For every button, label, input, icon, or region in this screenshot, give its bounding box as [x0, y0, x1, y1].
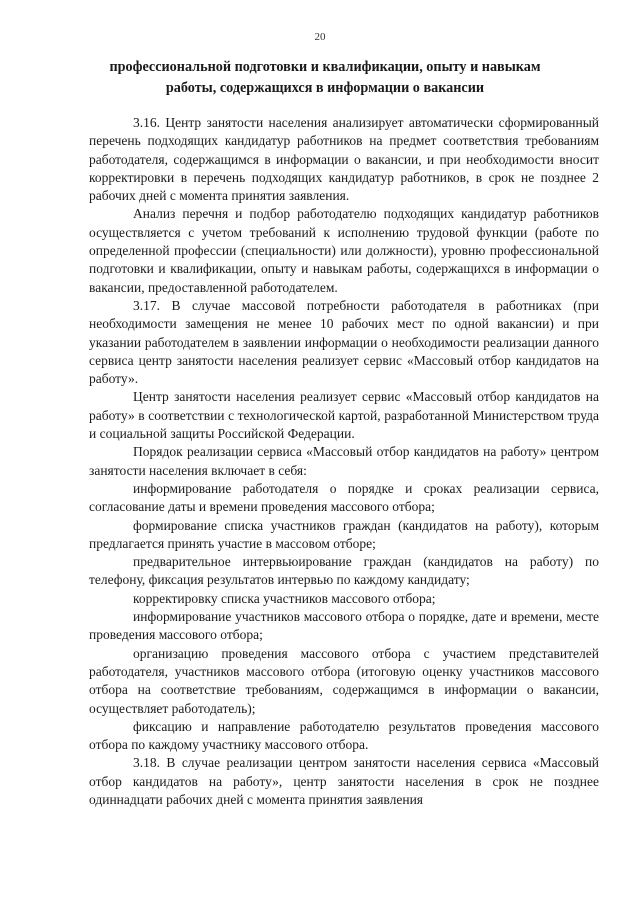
section-heading	[90, 57, 560, 99]
page-number: 20	[314, 31, 326, 43]
section-heading-line: работы, содержащихся в информации о вакансии	[165, 80, 485, 96]
list-item: фиксацию и направление работодателю результатов проведения массового отбора по каждому участнику массового отбора.	[89, 718, 599, 753]
document-body	[89, 114, 599, 809]
list-item: информирование участников массового отбора о порядке, дате и времени, месте проведения массового отбора;	[89, 609, 599, 643]
paragraph-analysis: Анализ перечня и подбор работодателю подходящих кандидатур работников осуществляется с учетом требований к исполнению трудовой функции (работе по определенной профессии (специальности) или должности), уровню профессиональной подготовки и квалификации, опыту и навыкам работы, содержащихся в информации о вакансии, предоставленной работодателем.	[89, 206, 599, 295]
list-item: формирование списка участников граждан (кандидатов на работу), которым предлагается принять участие в массовом отборе;	[89, 517, 599, 551]
paragraph-3-18: 3.18. В случае реализации центром занятости населения сервиса «Массовый отбор кандидатов на работу», центр занятости населения в срок не позднее одиннадцати рабочих дней с момента принятия заявления	[89, 755, 599, 807]
list-item: предварительное интервьюирование граждан (кандидатов на работу) по телефону, фиксация результатов интервью по каждому кандидату;	[89, 554, 599, 588]
paragraph-3-16: 3.16. Центр занятости населения анализирует автоматически сформированный перечень подходящих кандидатур работников на предмет соответствия требованиям работодателя, содержащимся в информации о вакансии, и при необходимости вносит корректировки в перечень подходящих кандидатур работников, в срок не позднее 2 рабочих дней с момента принятия заявления.	[89, 115, 599, 204]
paragraph-procedure: Порядок реализации сервиса «Массовый отбор кандидатов на работу» центром занятости населения включает в себя:	[89, 444, 599, 478]
paragraph-tech-card: Центр занятости населения реализует сервис «Массовый отбор кандидатов на работу» в соответствии с технологической картой, разработанной Министерством труда и социальной защиты Российской Федерации.	[89, 389, 599, 442]
paragraph-3-17: 3.17. В случае массовой потребности работодателя в работниках (при необходимости замещения не менее 10 рабочих мест по одной вакансии) и при указании работодателем в заявлении информации о необходимости реализации данного сервиса центр занятости населения реализует сервис «Массовый отбор кандидатов на работу».	[89, 297, 599, 387]
list-item: корректировку списка участников массового отбора;	[133, 590, 436, 606]
section-heading-line: профессиональной подготовки и квалификации, опыту и навыкам	[109, 59, 541, 75]
list-item: организацию проведения массового отбора с участием представителей работодателя, участников массового отбора (итоговую оценку участников массового отбора на соответствие требованиям, содержащимся в информации о вакансии, осуществляет работодатель);	[89, 645, 599, 716]
list-item: информирование работодателя о порядке и сроках реализации сервиса, согласование даты и времени проведения массового отбора;	[89, 480, 599, 515]
